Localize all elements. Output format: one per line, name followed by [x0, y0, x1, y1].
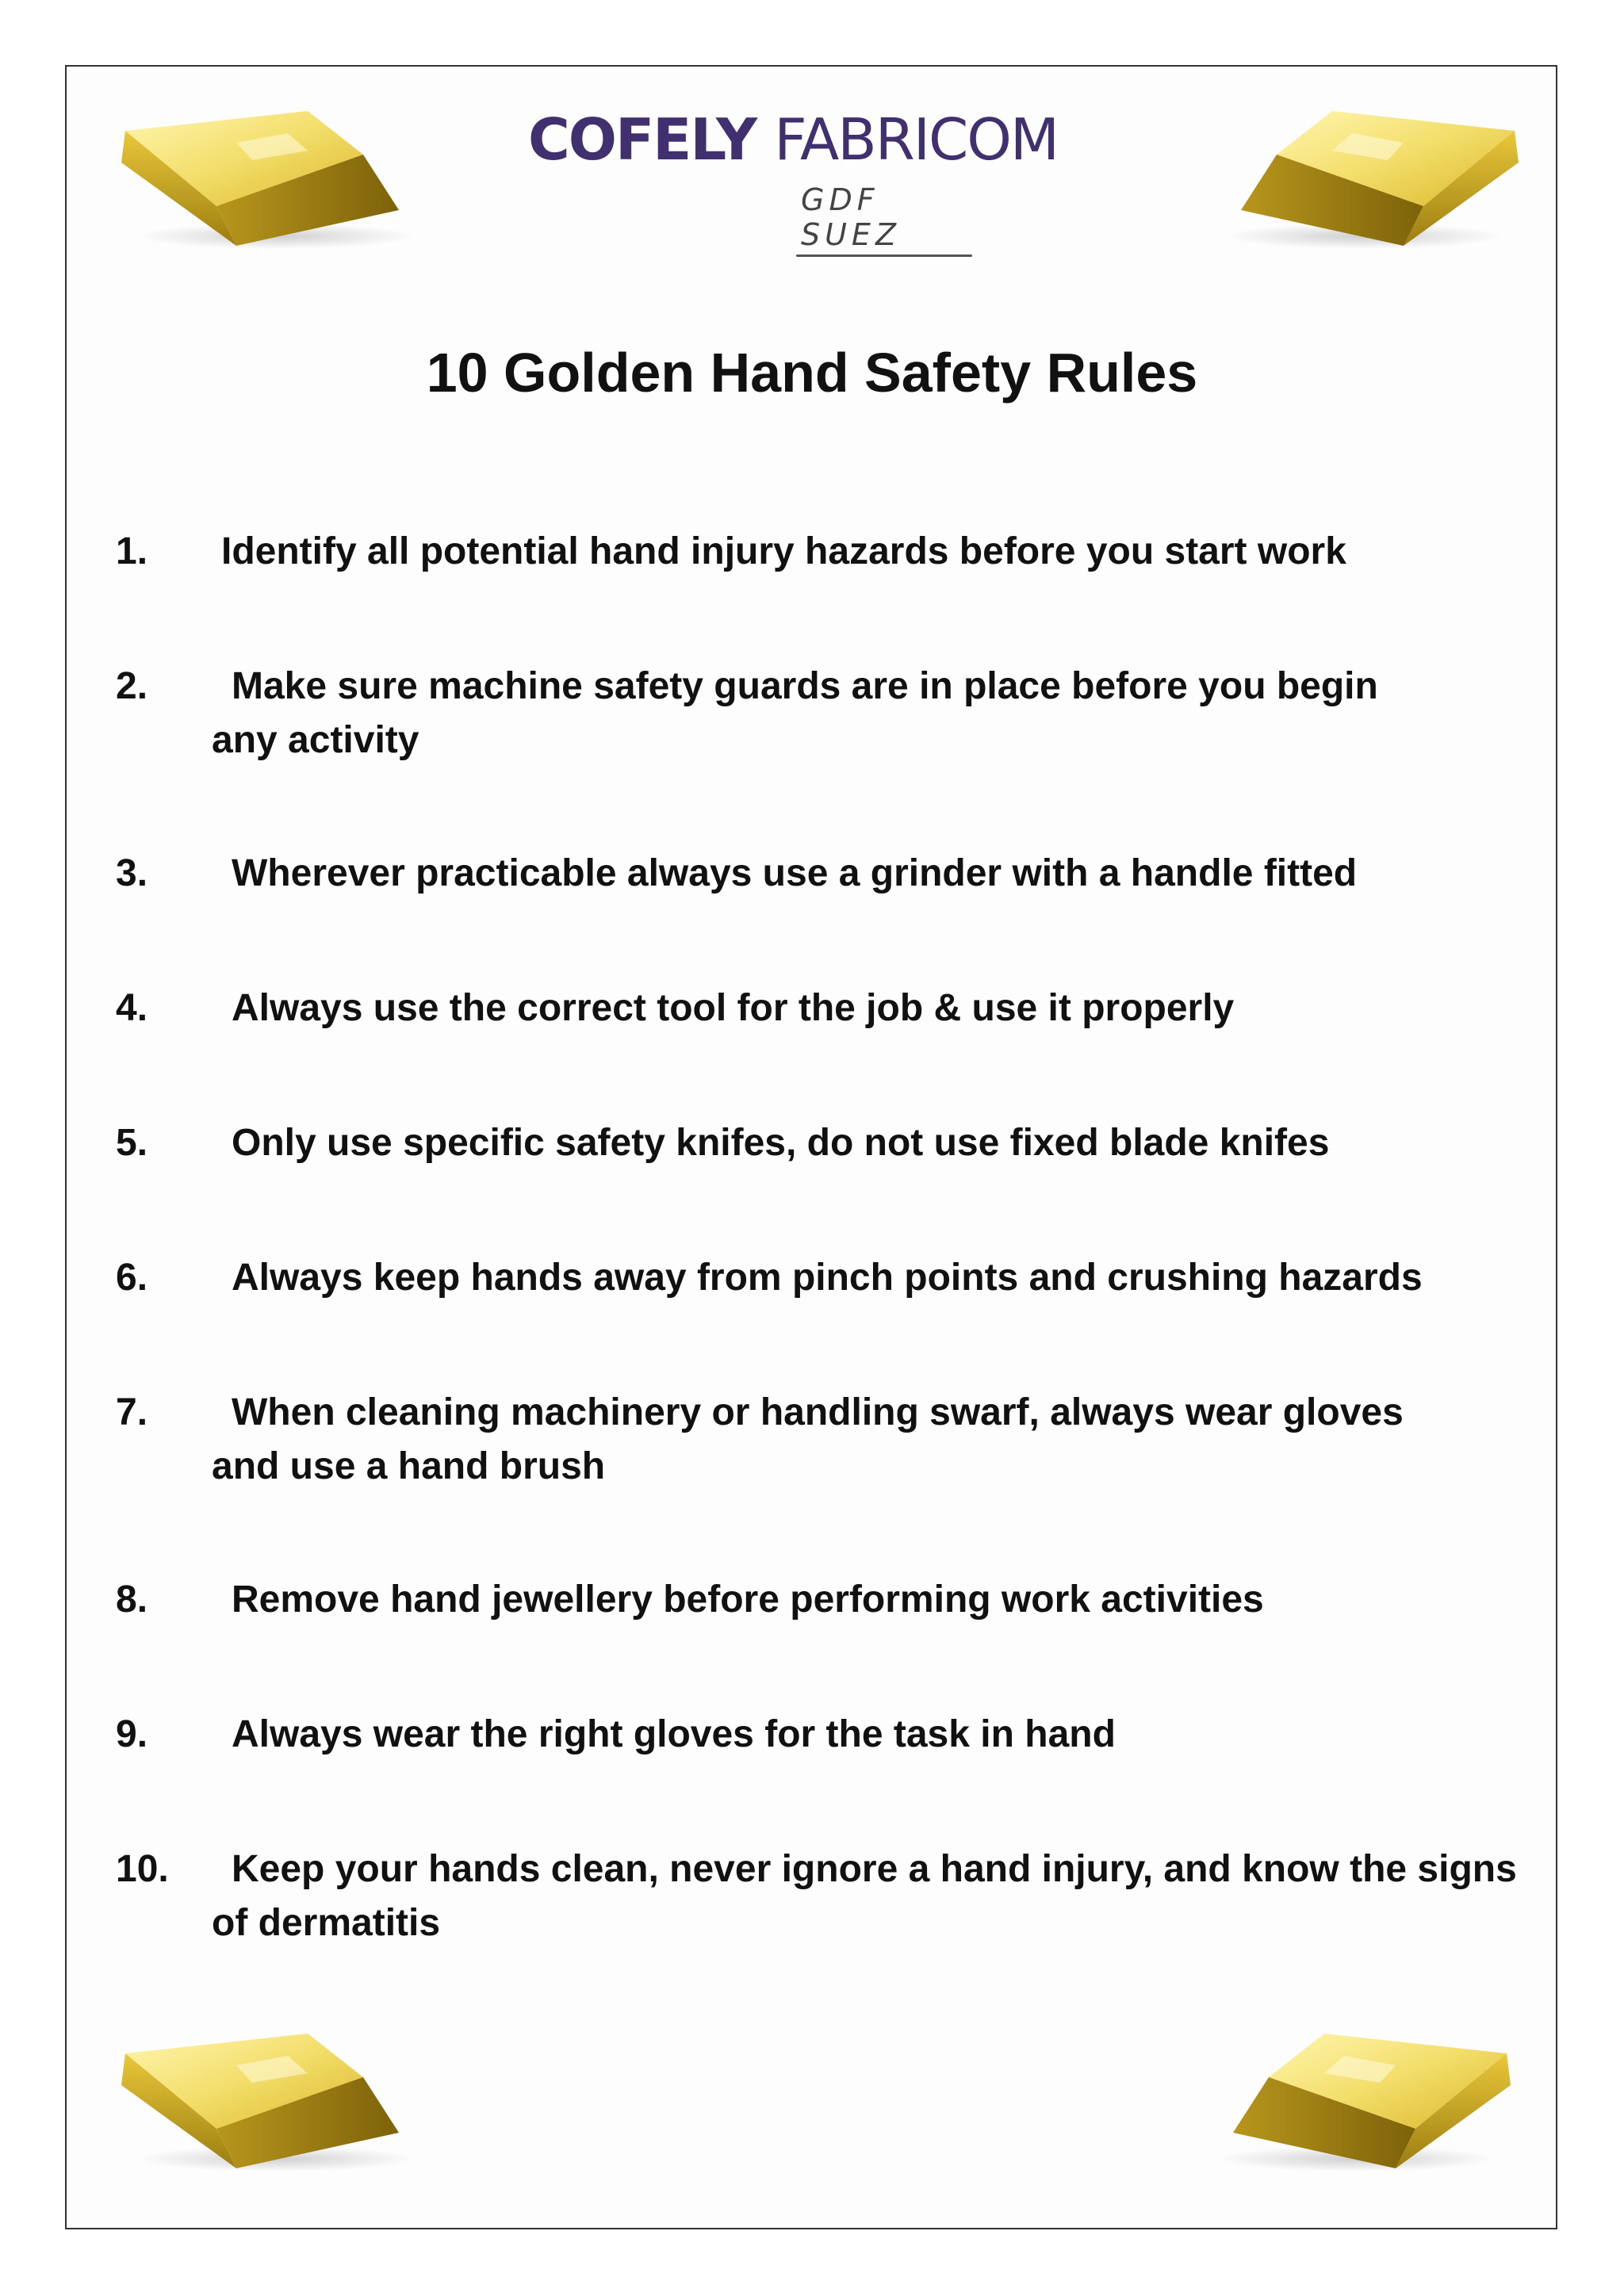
rule-text-continued: of dermatitis — [212, 1902, 441, 1944]
logo-brand-light: FABRICOM — [774, 106, 1059, 173]
logo-subtitle: GDF SUEZ — [801, 182, 975, 252]
rule-item-5 — [116, 1116, 1543, 1170]
rule-text-continued: and use a hand brush — [212, 1445, 606, 1487]
gold-bar-top-left — [117, 95, 419, 254]
rule-item-4 — [116, 982, 1543, 1035]
rule-text: Always keep hands away from pinch points and crushing hazards — [232, 1257, 1423, 1299]
company-logo — [508, 106, 1078, 262]
page-title: 10 Golden Hand Safety Rules — [426, 342, 1198, 404]
rule-item-6 — [116, 1251, 1543, 1305]
rule-text: Keep your hands clean, never ignore a hand injury, and know the signs — [232, 1848, 1517, 1890]
rule-number: 8. — [116, 1578, 148, 1621]
rule-item-7 — [116, 1386, 1543, 1494]
rule-item-10 — [116, 1843, 1543, 1950]
rule-item-1 — [116, 525, 1543, 579]
rule-number: 4. — [116, 987, 148, 1029]
logo-brand — [508, 106, 1078, 173]
rule-text: Always wear the right gloves for the task in hand — [232, 1713, 1116, 1755]
gold-bar-top-right — [1221, 95, 1522, 254]
rule-number: 3. — [116, 852, 148, 894]
rule-item-3 — [116, 847, 1543, 901]
rule-number: 6. — [116, 1257, 148, 1299]
rule-number: 9. — [116, 1713, 148, 1755]
logo-brand-bold: COFELY — [527, 106, 756, 173]
gold-bar-bottom-right — [1213, 2018, 1515, 2176]
rule-number: 10. — [116, 1848, 169, 1890]
rule-text: Always use the correct tool for the job & use it properly — [232, 987, 1235, 1029]
rule-text: Remove hand jewellery before performing work activities — [232, 1578, 1264, 1621]
rule-number: 2. — [116, 665, 148, 707]
rule-text: Only use specific safety knifes, do not use fixed blade knifes — [232, 1122, 1330, 1164]
rule-text-continued: any activity — [212, 719, 419, 761]
rule-text: When cleaning machinery or handling swarf, always wear gloves — [232, 1391, 1404, 1433]
rule-number: 7. — [116, 1391, 148, 1433]
rule-number: 5. — [116, 1122, 148, 1164]
rule-text: Wherever practicable always use a grinder with a handle fitted — [232, 852, 1358, 894]
rule-text: Make sure machine safety guards are in place before you begin — [232, 665, 1378, 707]
rule-item-2 — [116, 660, 1543, 767]
gold-bar-bottom-left — [117, 2018, 419, 2176]
rule-text: Identify all potential hand injury hazards before you start work — [221, 530, 1346, 572]
rule-number: 1. — [116, 530, 148, 572]
rule-item-9 — [116, 1708, 1543, 1762]
rule-item-8 — [116, 1573, 1543, 1627]
